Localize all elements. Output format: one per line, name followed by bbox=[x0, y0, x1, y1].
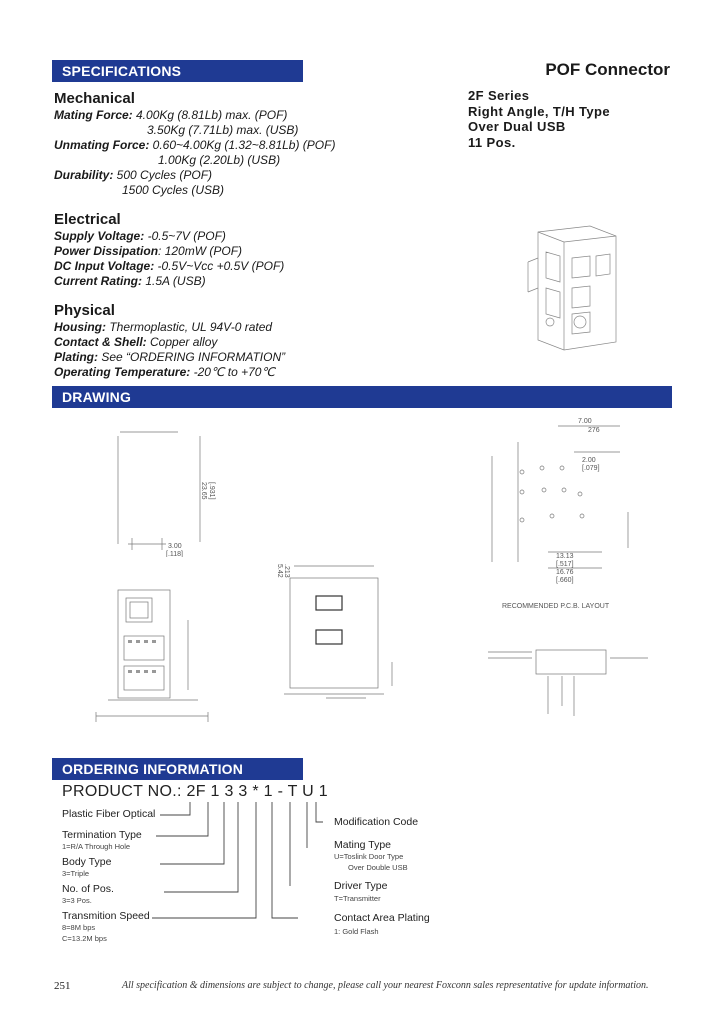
current-rating-value: 1.5A (USB) bbox=[142, 274, 206, 288]
order-termination-sub: 1=R/A Through Hole bbox=[62, 842, 131, 851]
supply-voltage-value: -0.5~7V (POF) bbox=[144, 229, 226, 243]
dim-1313: 13.13 bbox=[556, 553, 574, 560]
order-transmition-speed: Transmition Speed bbox=[62, 910, 150, 922]
dim-2365: 23.65 bbox=[200, 482, 207, 500]
connector-illustration bbox=[520, 222, 630, 357]
dc-input-voltage bbox=[54, 259, 284, 274]
order-no-of-pos: No. of Pos. bbox=[62, 883, 114, 895]
series-line: 11 Pos. bbox=[468, 134, 516, 150]
order-modification-code: Modification Code bbox=[334, 816, 419, 828]
power-dissipation bbox=[54, 244, 242, 259]
current-rating bbox=[54, 274, 206, 289]
drawing-label: DRAWING bbox=[62, 389, 132, 405]
contact-shell bbox=[54, 335, 217, 350]
mating-force bbox=[54, 108, 287, 123]
series-line: Right Angle, T/H Type bbox=[468, 103, 611, 119]
housing-value: Thermoplastic, UL 94V-0 rated bbox=[106, 320, 273, 334]
order-body-sub: 3=Triple bbox=[62, 869, 90, 878]
dim-200: 2.00 bbox=[582, 457, 596, 464]
dim-118: [.118] bbox=[166, 551, 183, 557]
dim-931: [.931] bbox=[208, 482, 215, 500]
unmating-force-label: Unmating Force: bbox=[54, 138, 150, 152]
series-line: 2F Series bbox=[468, 88, 530, 103]
series-block bbox=[468, 88, 610, 150]
durability-2: 1500 Cycles (USB) bbox=[122, 183, 225, 197]
drawing-middle-view bbox=[270, 558, 410, 716]
dim-700: 7.00 bbox=[578, 418, 592, 425]
order-plating-sub: 1: Gold Flash bbox=[334, 927, 379, 936]
product-number: PRODUCT NO.: 2F 1 3 3 * 1 - T U 1 bbox=[62, 783, 328, 800]
drawing-bar bbox=[52, 386, 672, 408]
ordering-leader-lines bbox=[150, 800, 340, 920]
order-driver-type: Driver Type bbox=[334, 880, 388, 892]
order-speed-sub-2: C=13.2M bps bbox=[62, 934, 107, 943]
current-rating-label: Current Rating: bbox=[54, 274, 142, 288]
housing bbox=[54, 320, 272, 335]
drawing-front-view bbox=[88, 580, 238, 740]
durability-value: 500 Cycles (POF) bbox=[113, 168, 213, 182]
plating-label: Plating: bbox=[54, 350, 98, 364]
order-mating-type: Mating Type bbox=[334, 839, 392, 851]
ordering-label: ORDERING INFORMATION bbox=[62, 761, 244, 777]
mating-force-value: 4.00Kg (8.81Lb) max. (POF) bbox=[132, 108, 288, 122]
dc-input-label: DC Input Voltage: bbox=[54, 259, 155, 273]
supply-voltage-label: Supply Voltage: bbox=[54, 229, 145, 243]
mechanical-heading: Mechanical bbox=[54, 90, 135, 107]
electrical-heading: Electrical bbox=[54, 211, 121, 228]
physical-heading: Physical bbox=[54, 302, 115, 319]
ordering-bar bbox=[52, 758, 303, 780]
plating bbox=[54, 350, 285, 365]
contact-label: Contact & Shell: bbox=[54, 335, 147, 349]
order-termination-type: Termination Type bbox=[62, 829, 142, 841]
dim-1676: 16.76 bbox=[556, 569, 574, 576]
dim-079: [.079] bbox=[582, 465, 600, 472]
unmating-force bbox=[54, 138, 335, 153]
power-dissipation-value: : 120mW (POF) bbox=[158, 244, 243, 258]
footer-note: All specification & dimensions are subject to change, please call your nearest Foxconn sales representative for update information. bbox=[122, 980, 649, 991]
housing-label: Housing: bbox=[54, 320, 106, 334]
contact-value: Copper alloy bbox=[146, 335, 218, 349]
product-title: POF Connector bbox=[545, 60, 670, 79]
drawing-side-view bbox=[110, 422, 220, 557]
dim-276: 276 bbox=[588, 427, 600, 434]
order-contact-plating: Contact Area Plating bbox=[334, 912, 430, 924]
order-driver-sub: T=Transmitter bbox=[334, 894, 381, 903]
supply-voltage bbox=[54, 229, 226, 244]
series-line: Over Dual USB bbox=[468, 119, 566, 134]
plating-value: See “ORDERING INFORMATION” bbox=[98, 350, 286, 364]
specifications-label: SPECIFICATIONS bbox=[62, 63, 182, 79]
order-plastic-fiber: Plastic Fiber Optical bbox=[62, 808, 156, 820]
order-body-type: Body Type bbox=[62, 856, 112, 868]
drawing-pcb-layout bbox=[452, 412, 662, 612]
dim-660: [.660] bbox=[556, 577, 574, 584]
operating-temperature bbox=[54, 365, 275, 380]
order-mating-sub-2: Over Double USB bbox=[348, 863, 408, 872]
dim-542: 5.42 bbox=[276, 564, 283, 578]
specifications-bar bbox=[52, 60, 303, 82]
unmating-force-value: 0.60~4.00Kg (1.32~8.81Lb) (POF) bbox=[149, 138, 336, 152]
dim-300: 3.00 bbox=[168, 543, 182, 550]
power-dissipation-label: Power Dissipation bbox=[54, 244, 159, 258]
page-number: 251 bbox=[54, 980, 71, 992]
dc-input-value: -0.5V~Vcc +0.5V (POF) bbox=[154, 259, 285, 273]
durability bbox=[54, 168, 212, 183]
temp-label: Operating Temperature: bbox=[54, 365, 191, 379]
unmating-force-2: 1.00Kg (2.20Lb) (USB) bbox=[158, 153, 281, 167]
order-no-of-pos-sub: 3=3 Pos. bbox=[62, 896, 92, 905]
temp-value: -20℃ to +70℃ bbox=[190, 365, 275, 379]
order-speed-sub-1: 8=8M bps bbox=[62, 923, 96, 932]
dim-213: .213 bbox=[283, 564, 290, 578]
mating-force-label: Mating Force: bbox=[54, 108, 133, 122]
dim-517: [.517] bbox=[556, 561, 574, 568]
drawing-side-bottom bbox=[478, 636, 658, 728]
mating-force-2: 3.50Kg (7.71Lb) max. (USB) bbox=[147, 123, 299, 137]
durability-label: Durability: bbox=[54, 168, 114, 182]
pcb-layout-caption: RECOMMENDED P.C.B. LAYOUT bbox=[502, 603, 610, 610]
order-mating-sub-1: U=Toslink Door Type bbox=[334, 852, 404, 861]
